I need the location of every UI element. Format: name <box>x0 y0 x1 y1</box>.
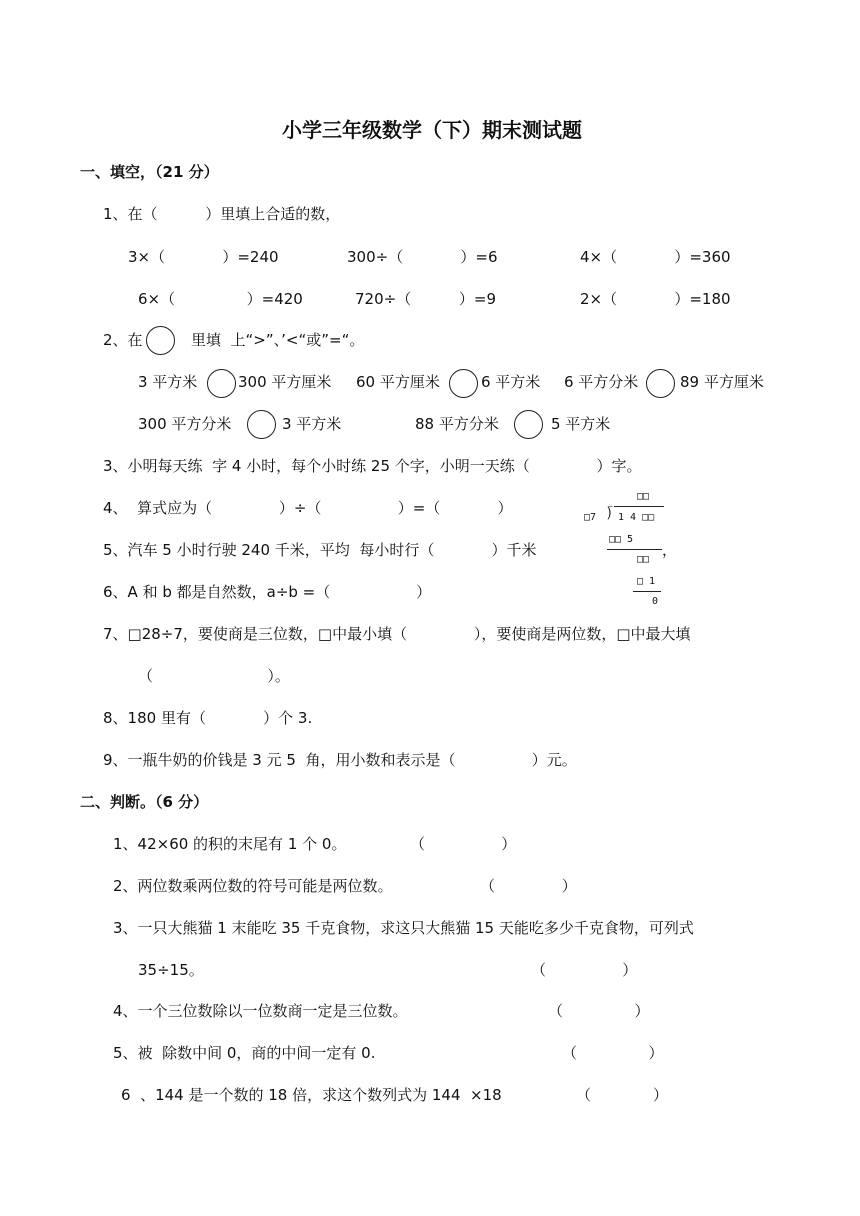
judge-item-3-continuation: 35÷15。 <box>138 961 204 979</box>
question-4: 4、 算式应为（ ）÷（ ）=（ ） <box>103 499 513 517</box>
judge-item-4: 4、一个三位数除以一位数商一定是三位数。 <box>113 1002 408 1020</box>
q1-row2-item2: 720÷（ ）=9 <box>355 290 496 308</box>
q2-row1-item1: 3 平方米 <box>138 373 198 391</box>
q1-row1-item2: 300÷（ ）=6 <box>347 248 498 266</box>
question-7: 7、□28÷7，要使商是三位数，□中最小填（ ），要使商是两位数，□中最大填 <box>103 625 691 643</box>
judge-item-2-answer: （ ） <box>480 877 577 895</box>
question-1: 1、在（ ）里填上合适的数， <box>103 205 341 223</box>
question-3: 3、小明每天练 字 4 小时，每个小时练 25 个字，小明一天练（ ）字。 <box>103 457 642 475</box>
q1-row2-item3: 2×（ ）=180 <box>580 290 731 308</box>
division-step-1: □□ 5 <box>609 534 634 545</box>
q2-row1-item3: 60 平方厘米 <box>356 373 440 391</box>
question-5: 5、汽车 5 小时行驶 240 千米，平均 每小时行（ ）千米 <box>103 541 537 559</box>
judge-item-2: 2、两位数乘两位数的符号可能是两位数。 <box>113 877 393 895</box>
division-divisor: □7 <box>584 512 597 523</box>
judge-item-1: 1、42×60 的积的末尾有 1 个 0。 <box>113 835 347 853</box>
judge-item-4-answer: （ ） <box>548 1002 650 1020</box>
judge-item-5-answer: （ ） <box>562 1044 664 1062</box>
judge-item-6: 6 、144 是一个数的 18 倍，求这个数列式为 144 ×18 <box>121 1086 502 1104</box>
judge-item-6-answer: （ ） <box>576 1086 668 1104</box>
division-step-2: □□ <box>637 554 650 565</box>
q2-row2-item1: 300 平方分米 <box>138 415 232 433</box>
q1-row1-item1: 3×（ ）=240 <box>128 248 279 266</box>
q2-row2-item3: 88 平方分米 <box>415 415 499 433</box>
q2-row2-item2: 3 平方米 <box>282 415 342 433</box>
judge-item-5: 5、被 除数中间 0，商的中间一定有 0. <box>113 1044 376 1062</box>
division-bracket: ⟌ <box>607 507 613 523</box>
division-dividend: 1 4 □□ <box>618 512 655 523</box>
compare-circle-icon <box>146 326 175 355</box>
question-6: 6、A 和 b 都是自然数，a÷b =（ ） <box>103 583 432 601</box>
q2-row1-item4: 6 平方米 <box>481 373 541 391</box>
q1-row2-item1: 6×（ ）=420 <box>138 290 303 308</box>
question-7-continuation: （ ）。 <box>138 667 290 685</box>
compare-circle-icon <box>514 410 543 439</box>
compare-circle-icon <box>449 369 478 398</box>
judge-item-3-answer: （ ） <box>531 961 638 979</box>
q1-row1-item3: 4×（ ）=360 <box>580 248 731 266</box>
question-9: 9、一瓶牛奶的价钱是 3 元 5 角，用小数和表示是（ ）元。 <box>103 751 577 769</box>
question-2-prefix: 2、在 <box>103 331 143 349</box>
page-title: 小学三年级数学（下）期末测试题 <box>282 118 582 142</box>
question-2-instruction: 里填 上“>”、’<“或”=“。 <box>191 331 365 349</box>
division-line-2 <box>633 591 661 592</box>
compare-circle-icon <box>247 410 276 439</box>
question-8: 8、180 里有（ ）个 3. <box>103 709 313 727</box>
division-step-3: □ 1 <box>637 576 656 587</box>
division-bar <box>614 506 664 507</box>
section-2-heading: 二、判断。（6 分） <box>80 793 209 811</box>
q2-row1-item2: 300 平方厘米 <box>238 373 332 391</box>
q2-row1-item5: 6 平方分米 <box>564 373 639 391</box>
q2-row1-item6: 89 平方厘米 <box>680 373 764 391</box>
compare-circle-icon <box>646 369 675 398</box>
section-1-heading: 一、填空，（21 分） <box>80 163 219 181</box>
judge-item-3: 3、一只大熊猫 1 末能吃 35 千克食物，求这只大熊猫 15 天能吃多少千克食物，可列式 <box>113 919 694 937</box>
question-5-tail: ， <box>662 541 678 559</box>
division-remainder: 0 <box>652 596 659 607</box>
compare-circle-icon <box>207 369 236 398</box>
q2-row2-item4: 5 平方米 <box>551 415 611 433</box>
judge-item-1-answer: （ ） <box>410 835 517 853</box>
division-line-1 <box>607 549 662 550</box>
division-quotient: □□ <box>637 491 650 502</box>
